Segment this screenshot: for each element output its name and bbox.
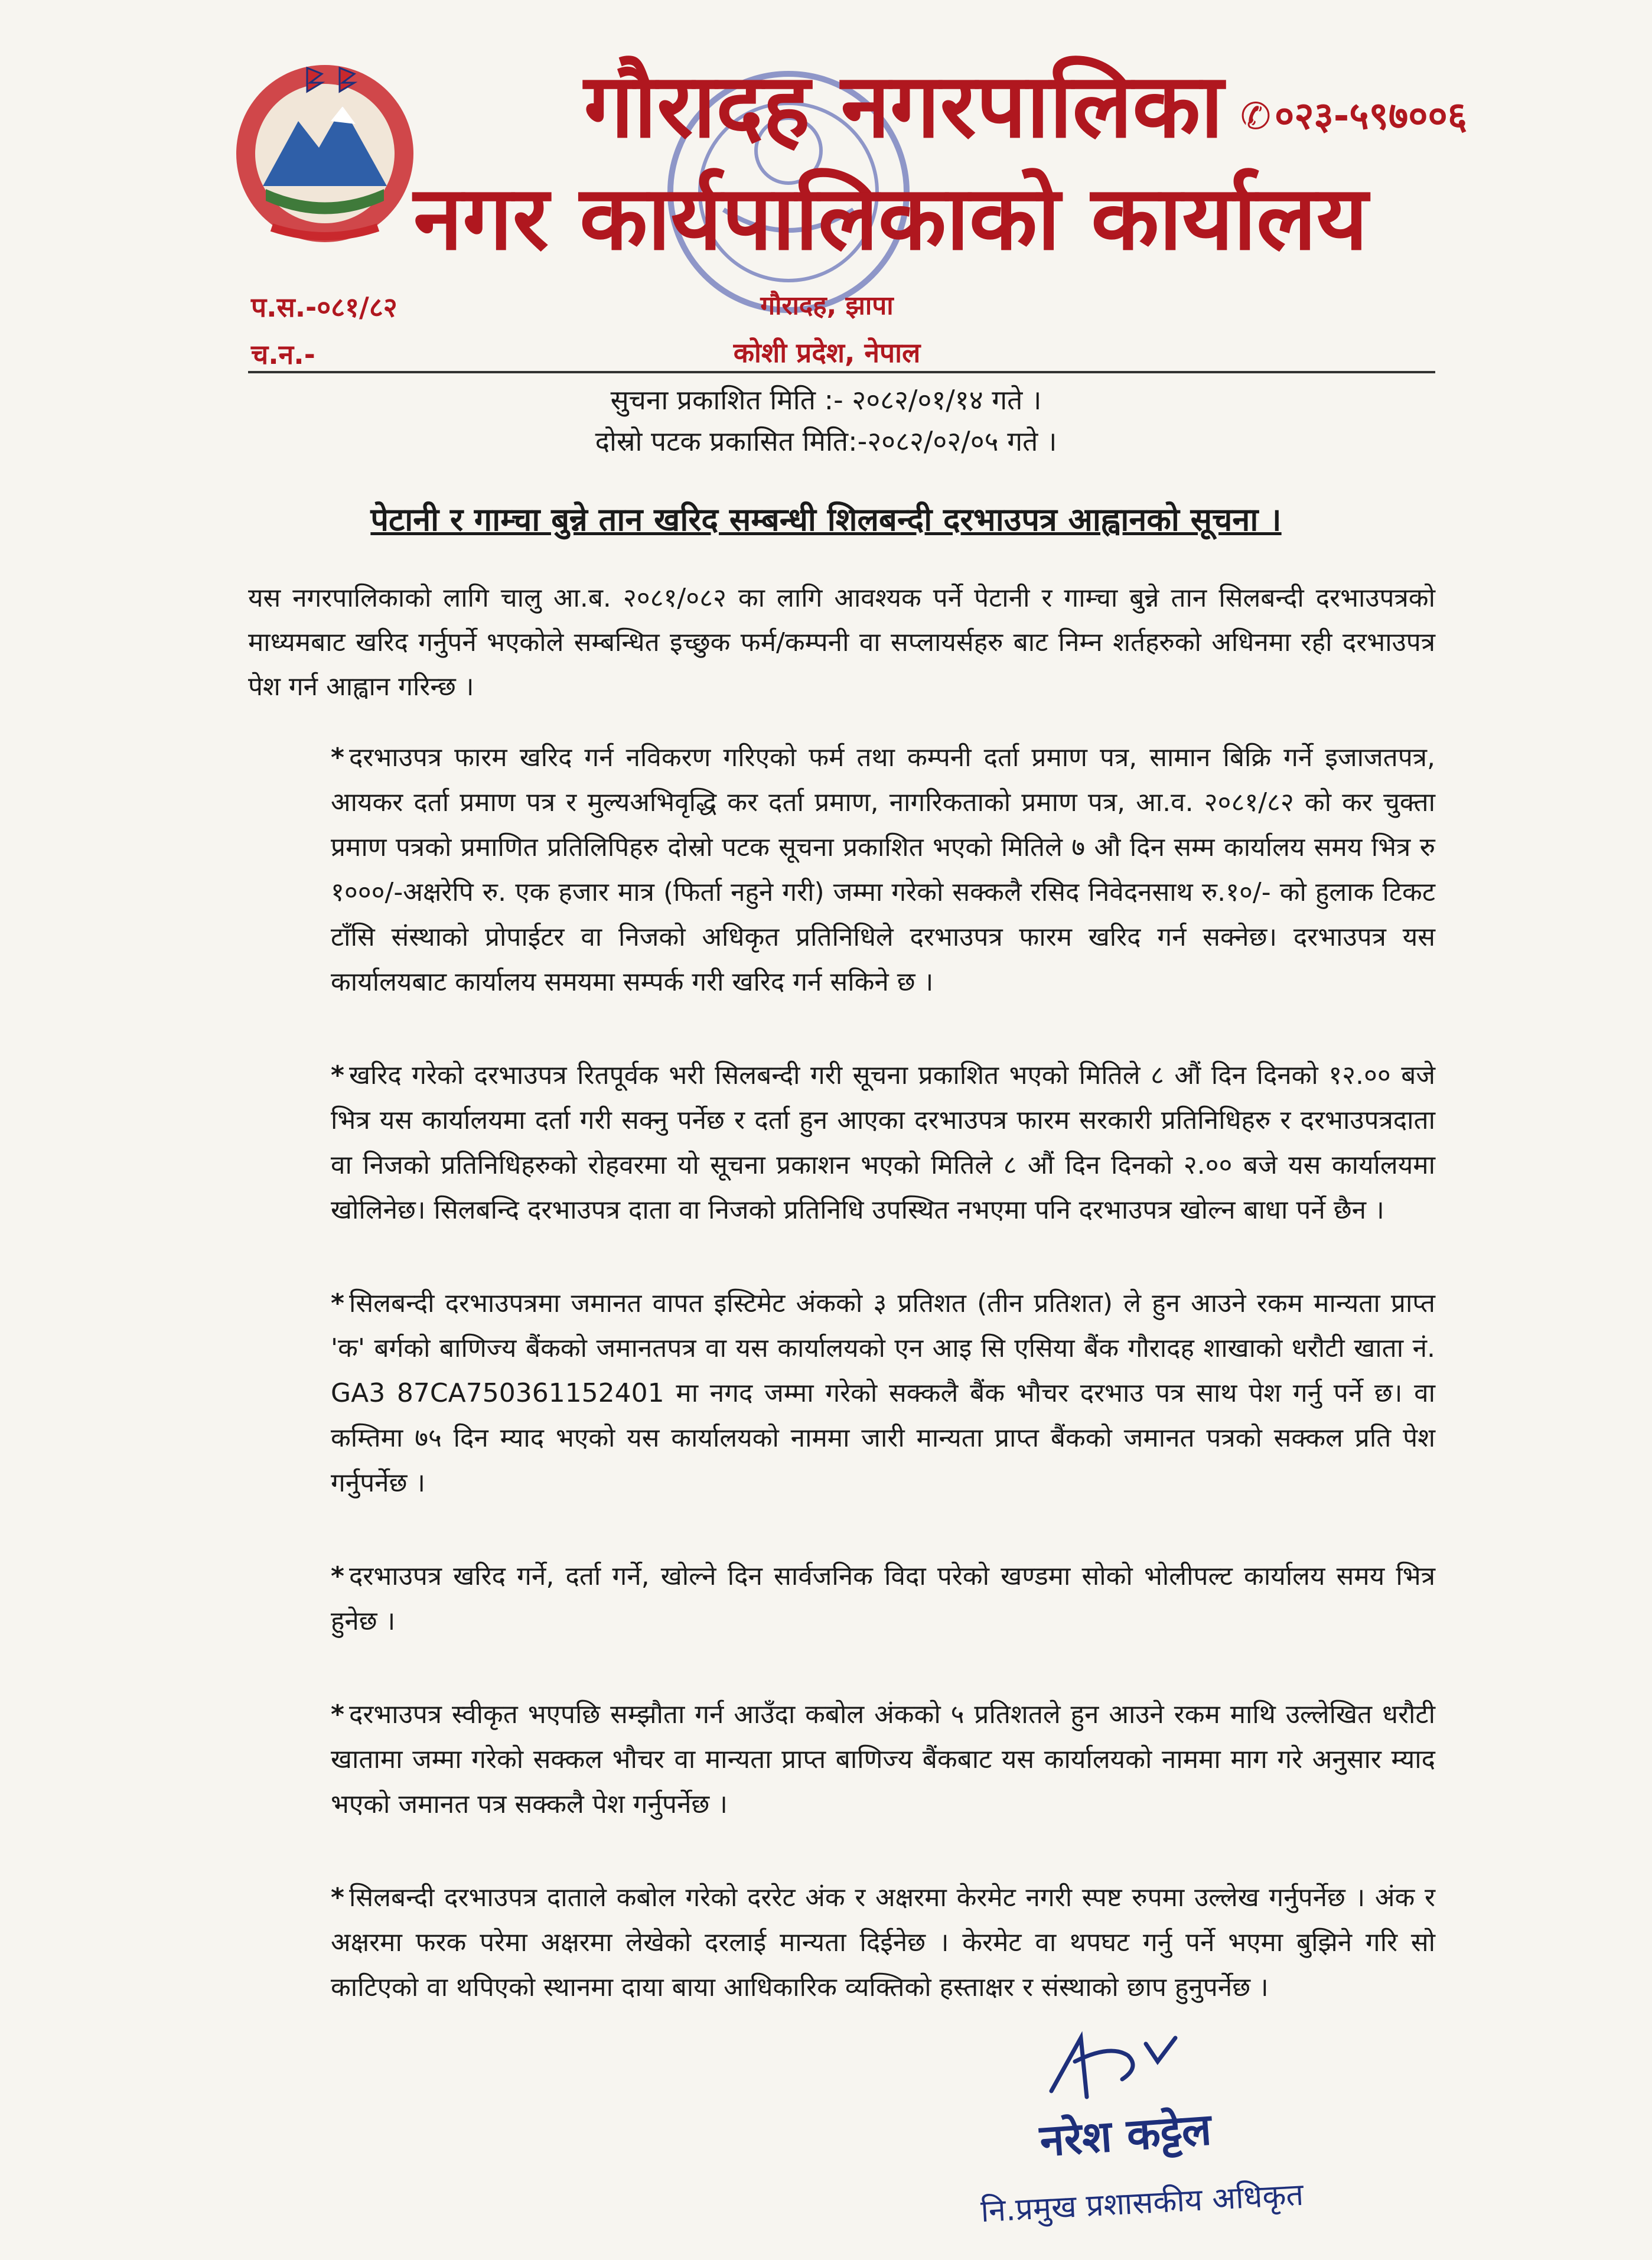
bullet-star-icon: * [331, 1288, 345, 1318]
condition-text: दरभाउपत्र स्वीकृत भएपछि सम्झौता गर्न आउँदा कबोल अंकको ५ प्रतिशतले हुन आउने रकम माथि उल्लेखित धरौटी खातामा जम्मा गरेको सक्कल भौचर वा मान्यता प्राप्त बाणिज्य बैंकबाट यस कार्यालयको नाममा माग गरे अनुसार म्याद भएको जमानत पत्र सक्कलै पेश गर्नुपर्नेछ । [331, 1699, 1435, 1819]
notice-intro: यस नगरपालिकाको लागि चालु आ.ब. २०८१/०८२ का लागि आवश्यक पर्ने पेटानी र गाम्चा बुन्ने तान सिलबन्दी दरभाउपत्रको माध्यमबाट खरिद गर्नुपर्ने भएकोले सम्बन्धित इच्छुक फर्म/कम्पनी वा सप्लायर्सहरु बाट निम्न शर्तहरुको अधिनमा रही दरभाउपत्र पेश गर्न आह्वान गरिन्छ । [248, 583, 1435, 702]
phone-icon: ✆ [1240, 95, 1271, 138]
bullet-star-icon: * [331, 1561, 345, 1591]
reference-number: प.स.-०८१/८२ [251, 291, 397, 323]
second-publish-date: दोस्रो पटक प्रकासित मिति:-२०८२/०२/०५ गते । [595, 425, 1057, 457]
signatory-title: नि.प्रमुख प्रशासकीय अधिकृत [979, 2177, 1305, 2230]
condition-item [331, 1554, 1435, 1644]
phone-value: ०२३-५९७००६ [1274, 95, 1468, 138]
handwritten-signature-icon [1040, 2020, 1217, 2109]
condition-text: दरभाउपत्र खरिद गर्ने, दर्ता गर्ने, खोल्ने दिन सार्वजनिक विदा परेको खण्डमा सोको भोलीपल्ट कार्यालय समय भित्र हुनेछ । [331, 1561, 1435, 1636]
nepal-government-emblem-icon [219, 50, 431, 245]
dispatch-number: च.न.- [251, 338, 315, 370]
condition-text: खरिद गरेको दरभाउपत्र रितपूर्वक भरी सिलबन्दी गरी सूचना प्रकाशित भएको मितिले ८ औं दिन दिनको १२.०० बजे भित्र यस कार्यालयमा दर्ता गरी सक्नु पर्नेछ र दर्ता हुन आएका दरभाउपत्र फारम सरकारी प्रतिनिधिहरु र दरभाउपत्रदाता वा निजको प्रतिनिधिहरुको रोहवरमा यो सूचना प्रकाशन भएको मितिले ८ औं दिन दिनको २.०० बजे यस कार्यालयमा खोलिनेछ। सिलबन्दि दरभाउपत्र दाता वा निजको प्रतिनिधि उपस्थित नभएमा पनि दरभाउपत्र खोल्न बाधा पर्ने छैन । [331, 1060, 1435, 1225]
condition-item [331, 1281, 1435, 1506]
conditions-list [331, 735, 1435, 2059]
office-name: नगर कार्यपालिकाको कार्यालय [413, 167, 1368, 270]
condition-text: सिलबन्दी दरभाउपत्र दाताले कबोल गरेको दररेट अंक र अक्षरमा केरमेट नगरी स्पष्ट रुपमा उल्लेख गर्नुपर्नेछ । अंक र अक्षरमा फरक परेमा अक्षरमा लेखेको दरलाई मान्यता दिईनेछ । केरमेट वा थपघट गर्नु पर्ने भएमा बुझिने गरि सो काटिएको वा थपिएको स्थानमा दाया बाया आधिकारिक व्यक्तिको हस्ताक्षर र संस्थाको छाप हुनुपर्नेछ । [331, 1883, 1435, 2002]
bullet-star-icon: * [331, 743, 345, 773]
municipality-name: गौरादह नगरपालिका [584, 55, 1224, 158]
condition-text: सिलबन्दी दरभाउपत्रमा जमानत वापत इस्टिमेट अंकको ३ प्रतिशत (तीन प्रतिशत) ले हुन आउने रकम मान्यता प्राप्त 'क' बर्गको बाणिज्य बैंकको जमानतपत्र वा यस कार्यालयको एन आइ सि एसिया बैंक गौरादह शाखाको धरौटी खाता नं. GA3 87CA750361152401 मा नगद जम्मा गरेको सक्कलै बैंक भौचर दरभाउ पत्र साथ पेश गर्नु पर्ने छ। वा कम्तिमा ७५ दिन म्याद भएको यस कार्यालयको नाममा जारी मान्यता प्राप्त बैंकको जमानत पत्रको सक्कल प्रति पेश गर्नुपर्नेछ । [331, 1288, 1435, 1498]
condition-item [331, 735, 1435, 1005]
condition-text: दरभाउपत्र फारम खरिद गर्न नविकरण गरिएको फर्म तथा कम्पनी दर्ता प्रमाण पत्र, सामान बिक्रि गर्ने इजाजतपत्र, आयकर दर्ता प्रमाण पत्र र मुल्यअभिवृद्धि कर दर्ता प्रमाण, नागरिकताको प्रमाण पत्र, आ.व. २०८१/८२ को कर चुक्ता प्रमाण पत्रको प्रमाणित प्रतिलिपिहरु दोस्रो पटक सूचना प्रकाशित भएको मितिले ७ औ दिन सम्म कार्यालय समय भित्र रु १०००/-अक्षरेपि रु. एक हजार मात्र (फिर्ता नहुने गरी) जम्मा गरेको सक्कलै रसिद निवेदनसाथ रु.१०/- को हुलाक टिकट टाँसि संस्थाको प्रोपाईटर वा निजको अधिकृत प्रतिनिधिले दरभाउपत्र फारम खरिद गर्न सक्नेछ। दरभाउपत्र यस कार्यालयबाट कार्यालय समयमा सम्पर्क गरी खरिद गर्न सकिने छ । [331, 743, 1435, 997]
publish-date: सुचना प्रकाशित मिति :- २०८२/०१/१४ गते । [610, 384, 1042, 416]
condition-item [331, 1053, 1435, 1233]
notice-heading: पेटानी र गाम्चा बुन्ने तान खरिद सम्बन्धी शिलबन्दी दरभाउपत्र आह्वानको सूचना । [370, 501, 1282, 538]
address-province: कोशी प्रदेश, नेपाल [733, 337, 921, 369]
address-district: गौरादह, झापा [760, 291, 894, 321]
bullet-star-icon: * [331, 1883, 345, 1913]
header-divider [248, 371, 1435, 373]
condition-item [331, 1875, 1435, 2010]
phone-number [1240, 89, 1488, 140]
bullet-star-icon: * [331, 1060, 345, 1090]
condition-item [331, 1692, 1435, 1827]
bullet-star-icon: * [331, 1699, 345, 1730]
signatory-name: नरेश कट्टेल [1038, 2103, 1213, 2167]
